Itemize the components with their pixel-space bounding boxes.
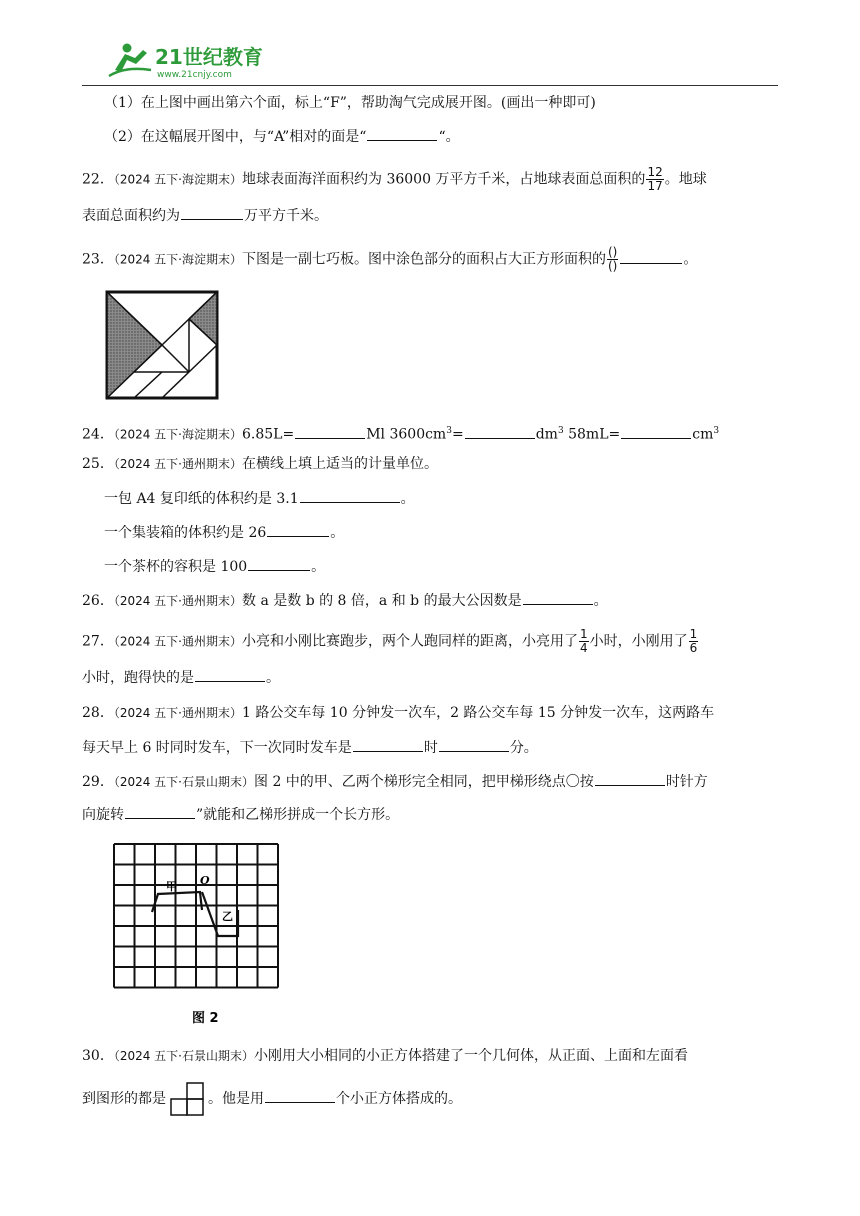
question-27-line2: 小时，跑得快的是 。	[82, 667, 280, 688]
answer-blank[interactable]	[295, 424, 365, 439]
tangram-figure	[104, 289, 220, 401]
q21-sub2: （2）在这幅展开图中，与“A”相对的面是“ “。	[104, 126, 460, 147]
question-28: 28．（2024 五下·通州期末）1 路公交车每 10 分钟发一次车，2 路公交车每 15 分钟发一次车，这两路车	[82, 705, 715, 721]
label-jia: 甲	[166, 880, 177, 893]
logo-url: www.21cnjy.com	[157, 70, 232, 80]
answer-blank[interactable]	[523, 590, 593, 605]
answer-blank[interactable]	[181, 205, 243, 220]
question-25-item3: 一个茶杯的容积是 100 。	[104, 556, 325, 577]
question-25-item1: 一包 A4 复印纸的体积约是 3.1 。	[104, 488, 415, 509]
answer-blank[interactable]	[267, 522, 329, 537]
label-o: O	[200, 874, 210, 887]
answer-blank[interactable]	[125, 804, 195, 819]
answer-blank[interactable]	[367, 126, 437, 141]
answer-blank[interactable]	[248, 556, 310, 571]
logo-title: 21世纪教育	[155, 45, 263, 69]
21cnjy-logo	[105, 40, 285, 82]
three-square-view-icon	[169, 1082, 205, 1116]
answer-blank[interactable]	[265, 1088, 335, 1103]
runner-logo-icon	[109, 44, 151, 77]
answer-blank[interactable]	[353, 737, 423, 752]
question-29: 29．（2024 五下·石景山期末）图 2 中的甲、乙两个梯形完全相同，把甲梯形绕点〇按 时针方	[82, 771, 708, 792]
question-25-item2: 一个集装箱的体积约是 26 。	[104, 522, 344, 543]
question-30: 30．（2024 五下·石景山期末）小刚用大小相同的小正方体搭建了一个几何体，从正面、上面和左面看	[82, 1048, 688, 1064]
fraction-1-6: $\frac{1}{6}$	[689, 627, 698, 655]
answer-blank[interactable]	[465, 424, 535, 439]
answer-blank[interactable]	[195, 667, 265, 682]
question-25: 25．（2024 五下·通州期末）在横线上填上适当的计量单位。	[82, 456, 438, 472]
figure-caption: 图 2	[192, 1011, 219, 1026]
question-24: 24．（2024 五下·海淀期末）6.85L= Ml $3600cm^3= dm^3$ $58mL= cm^3$	[82, 421, 719, 445]
answer-blank[interactable]	[621, 424, 691, 439]
question-23: 23．（2024 五下·海淀期末）下图是一副七巧板。图中涂色部分的面积占大正方形面积的 $\frac{()}{()}$ 。	[82, 245, 698, 273]
q21-sub1: （1）在上图中画出第六个面，标上“F”，帮助淘气完成展开图。(画出一种即可)	[104, 95, 596, 111]
fraction-12-17: $\frac{12}{17}$	[647, 165, 663, 193]
fraction-1-4: $\frac{1}{4}$	[580, 627, 588, 655]
label-yi: 乙	[222, 910, 233, 923]
question-27: 27．（2024 五下·通州期末）小亮和小刚比赛跑步，两个人跑同样的距离，小亮用了 $\frac{1}{4}$ 小时，小刚用了 $\frac{1}{6}$	[82, 627, 698, 655]
fraction-blank: $\frac{()}{()}$	[608, 245, 618, 273]
question-26: 26．（2024 五下·通州期末）数 a 是数 b 的 8 倍，a 和 b 的最大公因数是 。	[82, 590, 608, 611]
question-30-line2: 到图形的都是 。他是用 个小正方体搭成的。	[82, 1082, 462, 1116]
question-22: 22．（2024 五下·海淀期末）地球表面海洋面积约为 36000 万平方千米，占地球表面总面积的 $\frac{12}{17}$ 。地球	[82, 165, 707, 193]
trapezoid-jia	[152, 892, 202, 912]
square-grid	[114, 844, 278, 988]
header-rule	[82, 85, 778, 86]
question-28-line2: 每天早上 6 时同时发车，下一次同时发车是 时 分。	[82, 737, 538, 758]
question-22-line2: 表面总面积约为 万平方千米。	[82, 205, 328, 226]
question-29-line2: 向旋转 ”就能和乙梯形拼成一个长方形。	[82, 804, 399, 825]
answer-blank[interactable]	[595, 771, 665, 786]
answer-blank[interactable]	[300, 488, 400, 503]
grid-figure-2	[110, 840, 286, 1026]
answer-blank[interactable]	[620, 249, 682, 264]
answer-blank[interactable]	[439, 737, 509, 752]
